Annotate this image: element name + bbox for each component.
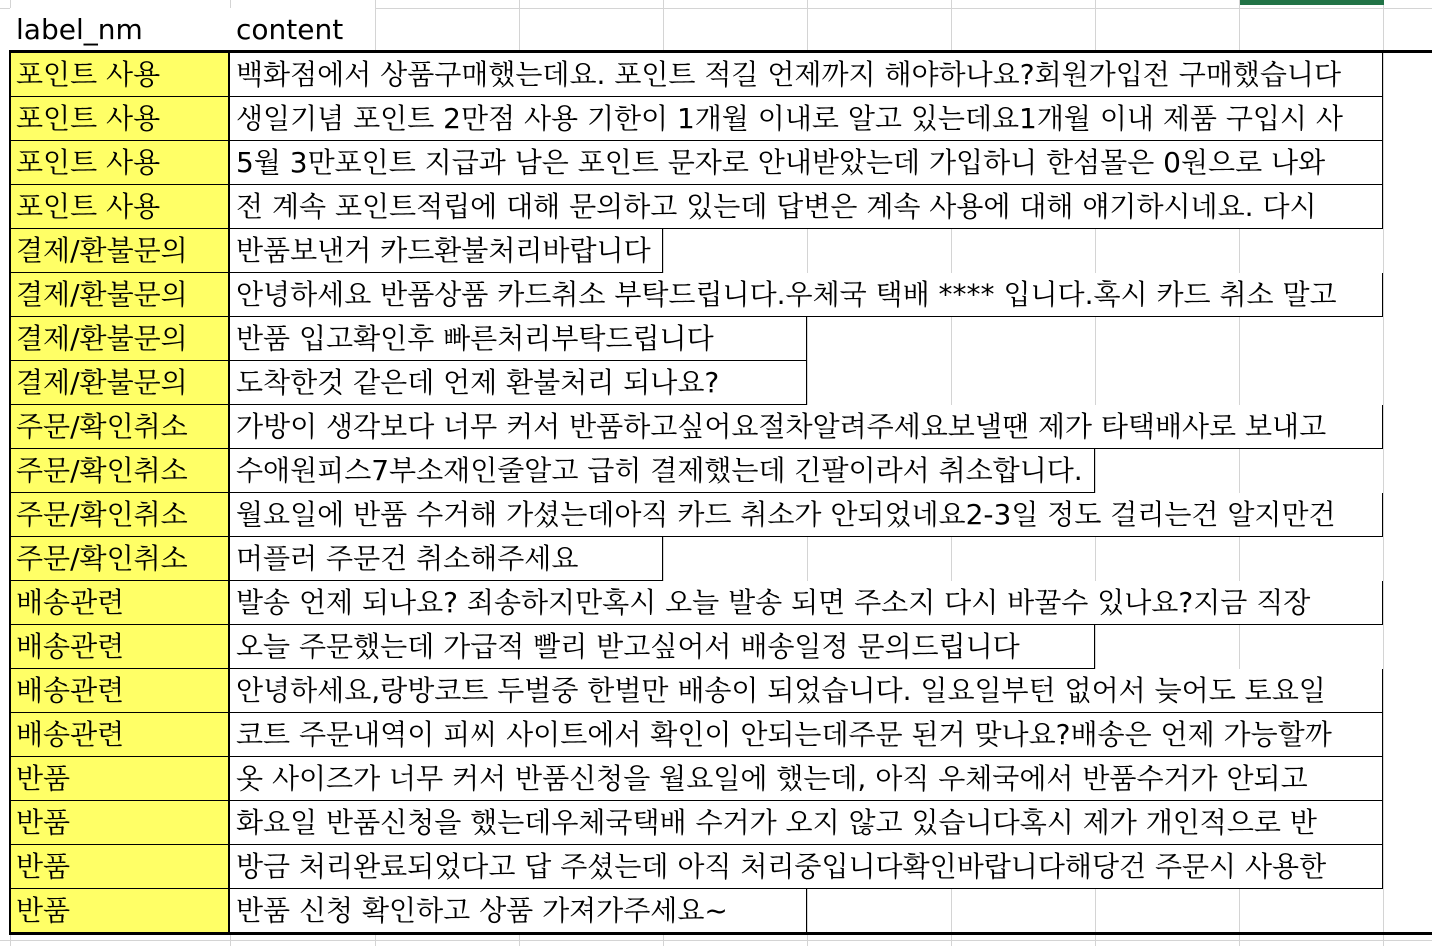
content-cell[interactable]: 발송 언제 되나요? 죄송하지만혹시 오늘 발송 되면 주소지 다시 바꿀수 있나요?지금 직장 <box>230 581 1383 625</box>
table-row <box>0 97 1432 141</box>
label-cell[interactable]: 배송관련 <box>10 669 230 713</box>
row-gridline <box>0 940 1432 941</box>
label-cell[interactable]: 결제/환불문의 <box>10 273 230 317</box>
label-cell[interactable]: 주문/확인취소 <box>10 405 230 449</box>
label-cell[interactable]: 결제/환불문의 <box>10 317 230 361</box>
label-cell[interactable]: 반품 <box>10 757 230 801</box>
table-row <box>0 493 1432 537</box>
table-row <box>0 229 1432 273</box>
label-cell[interactable]: 포인트 사용 <box>10 141 230 185</box>
label-cell[interactable]: 반품 <box>10 801 230 845</box>
table-row <box>0 53 1432 97</box>
label-cell[interactable]: 주문/확인취소 <box>10 493 230 537</box>
label-cell[interactable]: 포인트 사용 <box>10 53 230 97</box>
selected-column-indicator <box>1240 0 1384 5</box>
table-border-top <box>10 50 1432 53</box>
content-cell[interactable]: 백화점에서 상품구매했는데요. 포인트 적길 언제까지 해야하나요?회원가입전 구매했습니다 <box>230 53 1383 97</box>
table-row <box>0 361 1432 405</box>
content-cell[interactable]: 오늘 주문했는데 가급적 빨리 받고싶어서 배송일정 문의드립니다 <box>230 625 1095 669</box>
content-cell[interactable]: 월요일에 반품 수거해 가셨는데아직 카드 취소가 안되었네요2-3일 정도 걸리는건 알지만건 <box>230 493 1383 537</box>
table-row <box>0 273 1432 317</box>
content-cell[interactable]: 가방이 생각보다 너무 커서 반품하고싶어요절차알려주세요보낼땐 제가 타택배사로 보내고 <box>230 405 1383 449</box>
label-cell[interactable]: 결제/환불문의 <box>10 361 230 405</box>
content-cell[interactable]: 도착한것 같은데 언제 환불처리 되나요? <box>230 361 807 405</box>
table-row <box>0 801 1432 845</box>
label-cell[interactable]: 반품 <box>10 845 230 889</box>
table-row <box>0 889 1432 933</box>
table-row <box>0 625 1432 669</box>
header-cell-label-nm[interactable]: label_nm <box>10 8 230 52</box>
content-cell[interactable]: 전 계속 포인트적립에 대해 문의하고 있는데 답변은 계속 사용에 대해 얘기하시네요. 다시 <box>230 185 1383 229</box>
content-cell[interactable]: 안녕하세요,랑방코트 두벌중 한벌만 배송이 되었습니다. 일요일부턴 없어서 늦어도 토요일 <box>230 669 1383 713</box>
content-cell[interactable]: 생일기념 포인트 2만점 사용 기한이 1개월 이내로 알고 있는데요1개월 이내 제품 구입시 사 <box>230 97 1383 141</box>
content-cell[interactable]: 옷 사이즈가 너무 커서 반품신청을 월요일에 했는데, 아직 우체국에서 반품수거가 안되고 <box>230 757 1383 801</box>
header-cell-content[interactable]: content <box>230 8 375 52</box>
table-row <box>0 757 1432 801</box>
table-row <box>0 185 1432 229</box>
content-cell[interactable]: 수애원피스7부소재인줄알고 급히 결제했는데 긴팔이라서 취소합니다. <box>230 449 1095 493</box>
table-row <box>0 317 1432 361</box>
label-cell[interactable]: 배송관련 <box>10 625 230 669</box>
label-cell[interactable]: 배송관련 <box>10 713 230 757</box>
table-row <box>0 713 1432 757</box>
label-cell[interactable]: 주문/확인취소 <box>10 537 230 581</box>
content-cell[interactable]: 방금 처리완료되었다고 답 주셨는데 아직 처리중입니다확인바랍니다해당건 주문시 사용한 <box>230 845 1383 889</box>
content-cell[interactable]: 반품 입고확인후 빠른처리부탁드립니다 <box>230 317 807 361</box>
content-cell[interactable]: 반품보낸거 카드환불처리바랍니다 <box>230 229 663 273</box>
table-row <box>0 537 1432 581</box>
content-cell[interactable]: 5월 3만포인트 지급과 남은 포인트 문자로 안내받았는데 가입하니 한섬몰은 0원으로 나와 <box>230 141 1383 185</box>
table-row <box>0 405 1432 449</box>
table-row <box>0 141 1432 185</box>
label-cell[interactable]: 배송관련 <box>10 581 230 625</box>
content-cell[interactable]: 안녕하세요 반품상품 카드취소 부탁드립니다.우체국 택배 **** 입니다.혹시 카드 취소 말고 <box>230 273 1383 317</box>
label-cell[interactable]: 결제/환불문의 <box>10 229 230 273</box>
table-row <box>0 669 1432 713</box>
label-cell[interactable]: 반품 <box>10 889 230 933</box>
table-border-bottom <box>9 932 1432 935</box>
content-cell[interactable]: 반품 신청 확인하고 상품 가져가주세요~ <box>230 889 807 933</box>
table-row <box>0 845 1432 889</box>
table-row <box>0 449 1432 493</box>
label-cell[interactable]: 포인트 사용 <box>10 97 230 141</box>
label-cell[interactable]: 포인트 사용 <box>10 185 230 229</box>
table-border-left <box>9 50 11 934</box>
content-cell[interactable]: 화요일 반품신청을 했는데우체국택배 수거가 오지 않고 있습니다혹시 제가 개인적으로 반 <box>230 801 1383 845</box>
content-cell[interactable]: 코트 주문내역이 피씨 사이트에서 확인이 안되는데주문 된거 맞나요?배송은 언제 가능할까 <box>230 713 1383 757</box>
content-cell[interactable]: 머플러 주문건 취소해주세요 <box>230 537 663 581</box>
label-cell[interactable]: 주문/확인취소 <box>10 449 230 493</box>
table-row <box>0 581 1432 625</box>
